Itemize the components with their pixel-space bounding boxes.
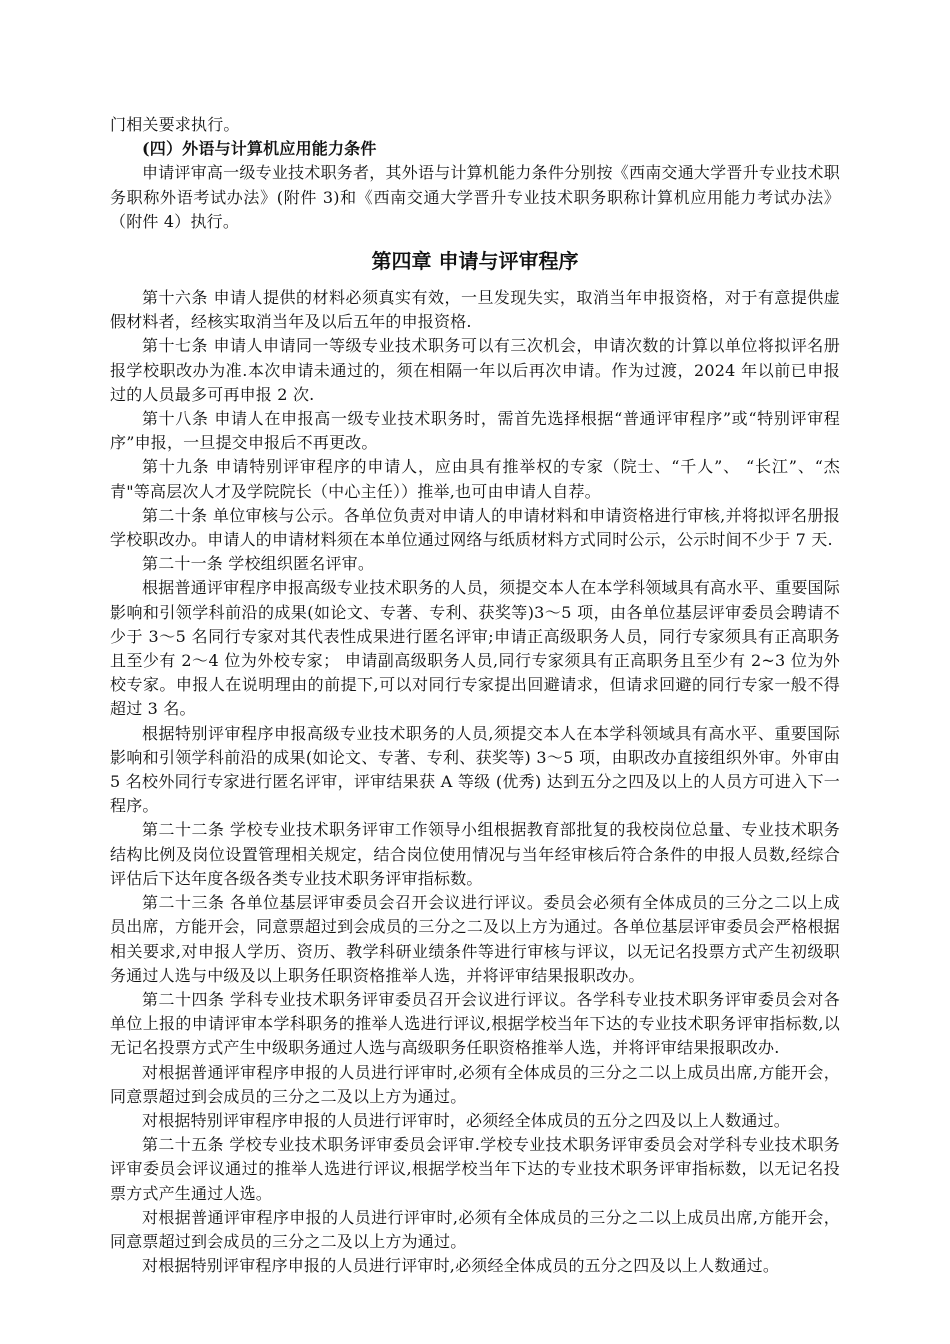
paragraph: 第二十三条 各单位基层评审委员会召开会议进行评议。委员会必须有全体成员的三分之二以上成员出席，方能开会，同意票超过到会成员的三分之二及以上方为通过。各单位基层评审委员会严格根据相关要求,对申报人学历、资历、教学科研业绩条件等进行审核与评议，以无记名投票方式产生初级职务通过人选与中级及以上职务任职资格推举人选，并将评审结果报职改办。 [110, 893, 840, 985]
paragraph: 对根据普通评审程序申报的人员进行评审时,必须有全体成员的三分之二以上成员出席,方能开会，同意票超过到会成员的三分之二及以上方为通过。 [110, 1207, 840, 1251]
paragraph: 第二十四条 学科专业技术职务评审委员召开会议进行评议。各学科专业技术职务评审委员会对各单位上报的申请评审本学科职务的推举人选进行评议,根据学校当年下达的专业技术职务评审指标数,以无记名投票方式产生中级职务通过人选与高级职务任职资格推举人选，并将评审结果报职改办. [110, 989, 840, 1058]
paragraph: 第十九条 申请特别评审程序的申请人，应由具有推举权的专家（院士、“千人”、 “长江”、“杰青"等高层次人才及学院院长（中心主任））推举,也可由申请人自荐。 [110, 457, 840, 501]
paragraph-continuation: 门相关要求执行。 [110, 115, 240, 134]
paragraph: 第二十条 单位审核与公示。各单位负责对申请人的申请材料和申请资格进行审核,并将拟评名册报学校职改办。申请人的申请材料须在本单位通过网络与纸质材料方式同时公示，公示时间不少于 7 天. [110, 505, 840, 550]
paragraph: 第十七条 申请人申请同一等级专业技术职务可以有三次机会，申请次数的计算以单位将拟评名册报学校职改办为准.本次申请未通过的，须在相隔一年以后再次申请。作为过渡，2024 年以前已申报过的人员最多可再申报 2 次. [110, 336, 840, 404]
paragraph: 根据特别评审程序申报高级专业技术职务的人员,须提交本人在本学科领域具有高水平、重要国际影响和引领学科前沿的成果(如论文、专著、专利、获奖等) 3～5 项，由职改办直接组织外审。外审由 5 名校外同行专家进行匿名评审，评审结果获 A 等级 (优秀) 达到五分之四及以上的人员方可进入下一程序。 [110, 723, 840, 816]
paragraph: 申请评审高一级专业技术职务者，其外语与计算机能力条件分别按《西南交通大学晋升专业技术职务职称外语考试办法》(附件 3)和《西南交通大学晋升专业技术职务职称计算机应用能力考试办法》（附件 4）执行。 [110, 163, 840, 231]
paragraph: 第十八条 申请人在申报高一级专业技术职务时，需首先选择根据“普通评审程序”或“特别评审程序”申报，一旦提交申报后不再更改。 [110, 409, 840, 453]
section-heading: (四）外语与计算机应用能力条件 [142, 139, 377, 159]
chapter-body [110, 286, 840, 1278]
chapter-title: 第四章 申请与评审程序 [371, 249, 579, 274]
paragraph: 第二十一条 学校组织匿名评审。 [142, 554, 375, 574]
document-page [110, 113, 840, 1278]
paragraph: 第二十二条 学校专业技术职务评审工作领导小组根据教育部批复的我校岗位总量、专业技术职务结构比例及岗位设置管理相关规定，结合岗位使用情况与当年经审核后符合条件的申报人员数,经综合评估后下达年度各级各类专业技术职务评审指标数。 [110, 820, 840, 888]
paragraph: 根据普通评审程序申报高级专业技术职务的人员，须提交本人在本学科领域具有高水平、重要国际影响和引领学科前沿的成果(如论文、专著、专利、获奖等)3～5 项，由各单位基层评审委员会聘请不少于 3～5 名同行专家对其代表性成果进行匿名评审;申请正高级职务人员，同行专家须具有正高职务且至少有 2～4 位为外校专家； 申请副高级职务人员,同行专家须具有正高职务且至少有 2~3 位为外校专家。申报人在说明理由的前提下,可以对同行专家提出回避请求，但请求回避的同行专家一般不得超过 3 名。 [110, 578, 840, 719]
paragraph: 第十六条 申请人提供的材料必须真实有效，一旦发现失实，取消当年申报资格，对于有意提供虚假材料者，经核实取消当年及以后五年的申报资格. [110, 288, 840, 332]
paragraph: 对根据普通评审程序申报的人员进行评审时,必须有全体成员的三分之二以上成员出席,方能开会，同意票超过到会成员的三分之二及以上方为通过。 [110, 1062, 840, 1106]
paragraph: 对根据特别评审程序申报的人员进行评审时,必须经全体成员的五分之四及以上人数通过。 [142, 1256, 780, 1276]
paragraph: 第二十五条 学校专业技术职务评审委员会评审.学校专业技术职务评审委员会对学科专业技术职务评审委员会评议通过的推举人选进行评议,根据学校当年下达的专业技术职务评审指标数，以无记名投票方式产生通过人选。 [110, 1135, 840, 1203]
paragraph: 对根据特别评审程序申报的人员进行评审时，必须经全体成员的五分之四及以上人数通过。 [142, 1110, 791, 1130]
